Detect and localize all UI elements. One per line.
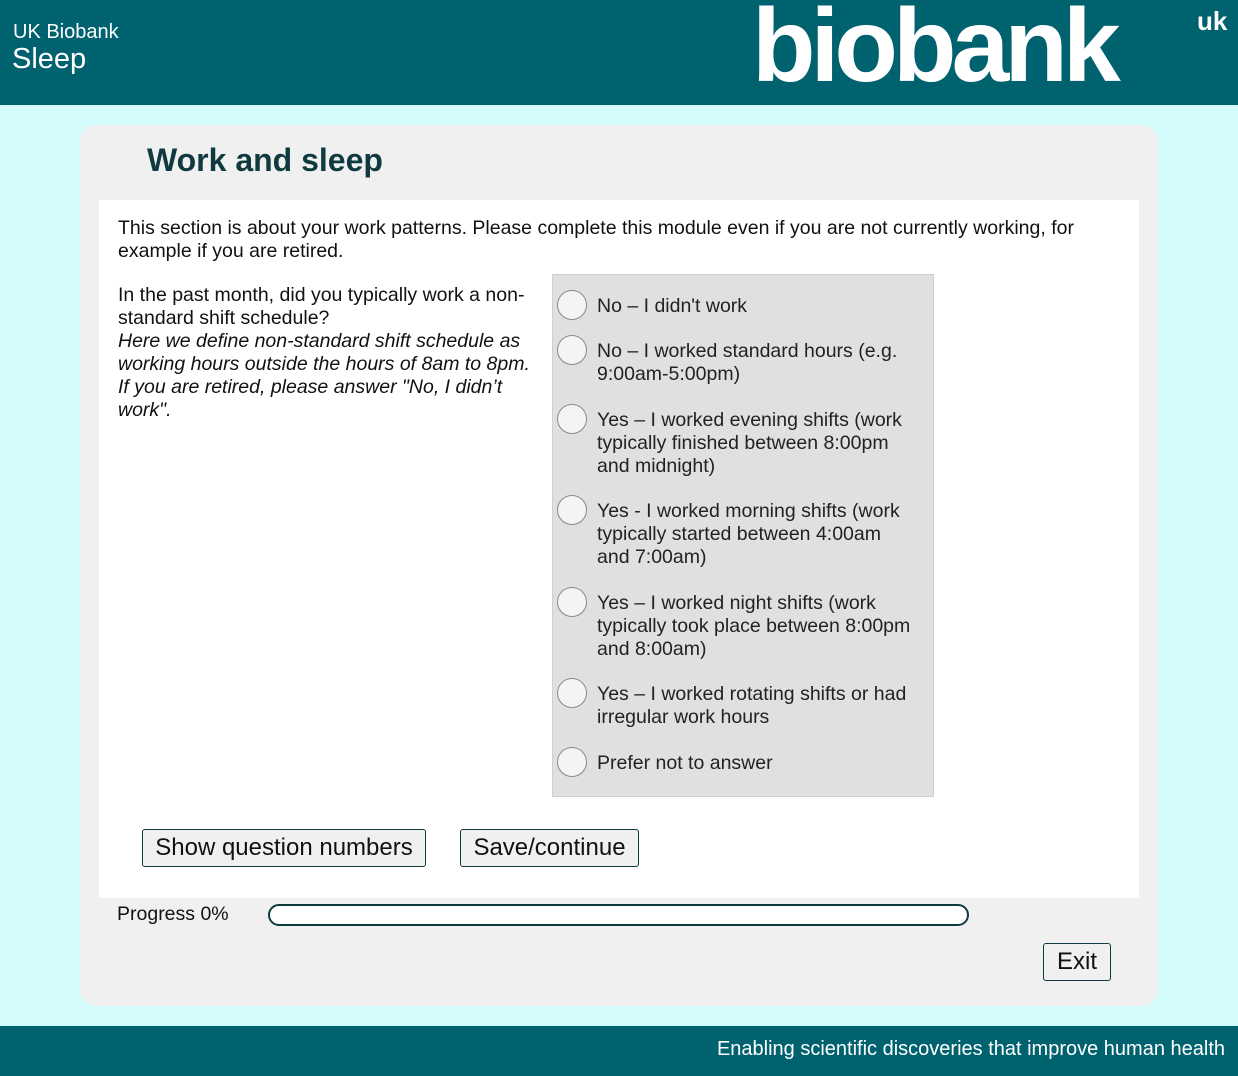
site-footer [0, 1026, 1238, 1076]
biobank-logo [752, 0, 1230, 104]
question-text: In the past month, did you typically work a non-standard shift schedule? [118, 284, 525, 329]
progress-label: Progress 0% [117, 903, 229, 925]
radio-button[interactable] [557, 404, 587, 434]
save-continue-button[interactable]: Save/continue [460, 829, 639, 867]
question-retired-note: If you are retired, please answer "No, I didn’t work". [118, 376, 503, 421]
option-label: No – I worked standard hours (e.g. 9:00am-5:00pm) [597, 340, 898, 385]
section-intro: This section is about your work patterns. Please complete this module even if you are not currently working, for example if you are retired. [118, 217, 1074, 262]
option-label: Yes – I worked evening shifts (work typically finished between 8:00pm and midnight) [597, 409, 902, 477]
site-header [0, 0, 1238, 105]
option-label: Yes – I worked night shifts (work typically took place between 8:00pm and 8:00am) [597, 592, 911, 660]
radio-button[interactable] [557, 495, 587, 525]
option-label: Yes – I worked rotating shifts or had irregular work hours [597, 683, 907, 728]
option-label: Yes - I worked morning shifts (work typically started between 4:00am and 7:00am) [597, 500, 900, 568]
logo-wordmark: biobank [752, 0, 1116, 104]
exit-button[interactable]: Exit [1043, 943, 1111, 981]
footer-tagline: Enabling scientific discoveries that improve human health [716, 1038, 1225, 1060]
question-block [118, 284, 543, 422]
progress-bar [268, 904, 969, 926]
org-name: UK Biobank [13, 21, 119, 43]
show-question-numbers-button[interactable]: Show question numbers [142, 829, 426, 867]
option-label: Prefer not to answer [597, 752, 773, 774]
option-label: No – I didn't work [597, 295, 748, 317]
radio-button[interactable] [557, 290, 587, 320]
radio-button[interactable] [557, 678, 587, 708]
radio-button[interactable] [557, 587, 587, 617]
radio-button[interactable] [557, 335, 587, 365]
answer-options [552, 274, 934, 797]
logo-uk-superscript: uk [1197, 6, 1228, 36]
questionnaire-panel [80, 125, 1158, 1006]
radio-button[interactable] [557, 747, 587, 777]
module-title: Sleep [12, 43, 87, 75]
section-title: Work and sleep [147, 142, 383, 178]
question-content [99, 200, 1139, 898]
question-definition: Here we define non-standard shift schedule as working hours outside the hours of 8am to 8pm. [118, 330, 530, 375]
